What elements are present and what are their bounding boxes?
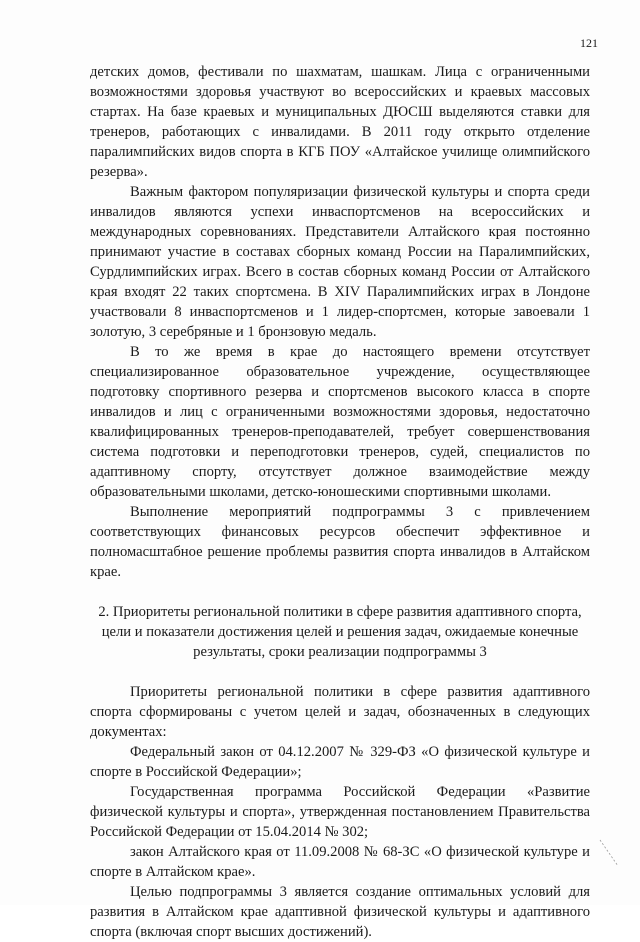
paragraph-popularization: Важным фактором популяризации физической культуры и спорта среди инвалидов являются успехи инваспортсменов на всероссийских и международных соревнованиях. Представители Алтайского края постоянно принимают участие в составах сборных команд России на Паралимпийских, Сурдлимпийских играх. Всего в состав сборных команд России от Алтайского края входят 22 таких спортсмена. В XIV Паралимпийских играх в Лондоне участвовали 8 инваспортсменов и 1 лидер-спортсмен, которые завоевали 1 золотую, 3 серебряные и 1 бронзовую медаль.	[90, 184, 590, 340]
scan-artifact-mark	[598, 838, 620, 868]
paragraph-continuation: детских домов, фестивали по шахматам, шашкам. Лица с ограниченными возможностями здоровья участвуют во всероссийских и краевых массовых стартах. На базе краевых и муниципальных ДЮСШ выделяются ставки для тренеров, работающих с инвалидами. В 2011 году открыто отделение паралимпийских видов спорта в КГБ ПОУ «Алтайское училище олимпийского резерва».	[90, 64, 590, 180]
section-heading: 2. Приоритеты региональной политики в сфере развития адаптивного спорта, цели и показатели достижения целей и решения задач, ожидаемые конечные результаты, сроки реализации подпрограммы 3	[98, 604, 582, 660]
paragraph-goal: Целью подпрограммы 3 является создание оптимальных условий для развития в Алтайском крае адаптивной физической культуры и адаптивного спорта (включая спорт высших достижений).	[90, 884, 590, 940]
paragraph-federal-law: Федеральный закон от 04.12.2007 № 329-ФЗ «О физической культуре и спорте в Российской Федерации»;	[90, 744, 590, 780]
paragraph-priorities: Приоритеты региональной политики в сфере развития адаптивного спорта сформированы с учетом целей и задач, обозначенных в следующих документах:	[90, 684, 590, 740]
paragraph-state-program: Государственная программа Российской Федерации «Развитие физической культуры и спорта», утвержденная постановлением Правительства Российской Федерации от 15.04.2014 № 302;	[90, 784, 590, 840]
document-body	[90, 62, 590, 942]
paragraph-implementation: Выполнение мероприятий подпрограммы 3 с привлечением соответствующих финансовых ресурсов обеспечит эффективное и полномасштабное решение проблемы развития спорта инвалидов в Алтайском крае.	[90, 504, 590, 580]
paragraph-regional-law: закон Алтайского края от 11.09.2008 № 68-ЗС «О физической культуре и спорте в Алтайском крае».	[90, 844, 590, 880]
page-number: 121	[580, 36, 598, 50]
paragraph-problems: В то же время в крае до настоящего времени отсутствует специализированное образовательное учреждение, осуществляющее подготовку спортивного резерва и спортсменов высокого класса в спорте инвалидов и лиц с ограниченными возможностями здоровья, недостаточно квалифицированных тренеров-преподавателей, требует совершенствования система подготовки и переподготовки тренеров, судей, специалистов по адаптивному спорту, отсутствует должное взаимодействие между образовательными школами, детско-юношескими спортивными школами.	[90, 344, 590, 500]
